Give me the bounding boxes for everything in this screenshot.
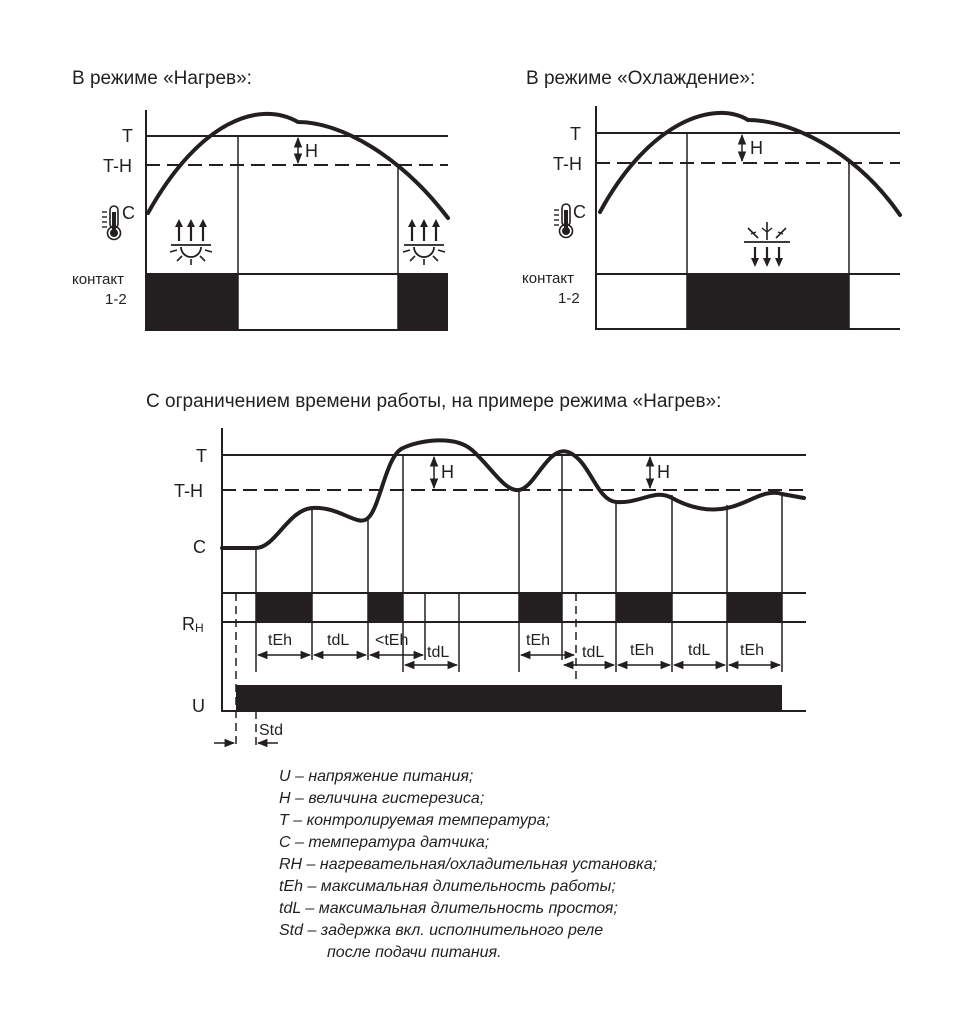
- cooling-contact-label-2: 1-2: [558, 290, 580, 307]
- cooling-label-t-h: T-H: [553, 154, 582, 174]
- segment-label: tdL: [582, 644, 605, 661]
- timed-label-u: U: [192, 696, 205, 716]
- timed-label-h1: H: [441, 462, 454, 482]
- legend-item: tEh – максимальная длительность работы;: [279, 878, 616, 895]
- cooling-label-c: C: [573, 202, 586, 222]
- legend: [279, 768, 657, 961]
- timed-relay-on: [727, 593, 782, 622]
- legend-item: H – величина гистерезиса;: [279, 790, 485, 807]
- heating-relay-on-1: [146, 274, 238, 330]
- timed-temperature-curve: [222, 440, 804, 548]
- segment-label: tEh: [268, 632, 293, 649]
- segment-label: tdL: [688, 642, 711, 659]
- heating-contact-label-2: 1-2: [105, 291, 127, 308]
- timed-label-c: C: [193, 537, 206, 557]
- heating-sun-icon: [403, 219, 445, 265]
- heating-panel: [72, 68, 448, 331]
- segment-label: <tEh: [375, 632, 409, 649]
- cooling-label-h: H: [750, 138, 763, 158]
- heating-sun-icon: [170, 219, 212, 265]
- heating-title: В режиме «Нагрев»:: [72, 68, 252, 89]
- legend-item: T – контролируемая температура;: [279, 812, 551, 829]
- segment-label: tEh: [630, 642, 655, 659]
- heating-label-t: T: [122, 126, 133, 146]
- cooling-label-t: T: [570, 124, 581, 144]
- timed-relay-on: [256, 593, 312, 622]
- cooling-title: В режиме «Охлаждение»:: [526, 68, 756, 89]
- timed-label-h2: H: [657, 462, 670, 482]
- segment-label: tdL: [427, 644, 450, 661]
- legend-item: U – напряжение питания;: [279, 768, 474, 785]
- thermometer-icon: [554, 204, 573, 238]
- timed-panel: [146, 391, 806, 745]
- heating-label-t-h: T-H: [103, 156, 132, 176]
- heating-label-c: C: [122, 203, 135, 223]
- cooling-panel: [522, 68, 900, 330]
- std-label: Std: [259, 722, 284, 739]
- timed-label-rh: RH: [182, 614, 204, 635]
- cooling-relay-on: [687, 274, 849, 329]
- timed-relay-on: [519, 593, 562, 622]
- segment-label: tEh: [740, 642, 765, 659]
- legend-item: после подачи питания.: [327, 944, 502, 961]
- timed-label-t: T: [196, 446, 207, 466]
- legend-item: C – температура датчика;: [279, 834, 490, 851]
- thermometer-icon: [102, 206, 121, 240]
- cooling-contact-label-1: контакт: [522, 270, 575, 287]
- cooling-snowflake-icon: [744, 222, 790, 267]
- heating-label-h: H: [305, 141, 318, 161]
- legend-item: tdL – максимальная длительность простоя;: [279, 900, 618, 917]
- timed-title: С ограничением времени работы, на примере режима «Нагрев»:: [146, 391, 722, 412]
- timed-relay-on: [616, 593, 672, 622]
- timed-relay-on: [368, 593, 403, 622]
- heating-contact-label-1: контакт: [72, 271, 125, 288]
- timed-label-t-h: T-H: [174, 481, 203, 501]
- legend-item: RH – нагревательная/охладительная установка;: [279, 856, 658, 873]
- segment-label: tEh: [526, 632, 551, 649]
- heating-relay-on-2: [398, 274, 448, 330]
- legend-item: Std – задержка вкл. исполнительного реле: [279, 922, 604, 939]
- segment-label: tdL: [327, 632, 350, 649]
- timed-power-bar: [236, 685, 782, 711]
